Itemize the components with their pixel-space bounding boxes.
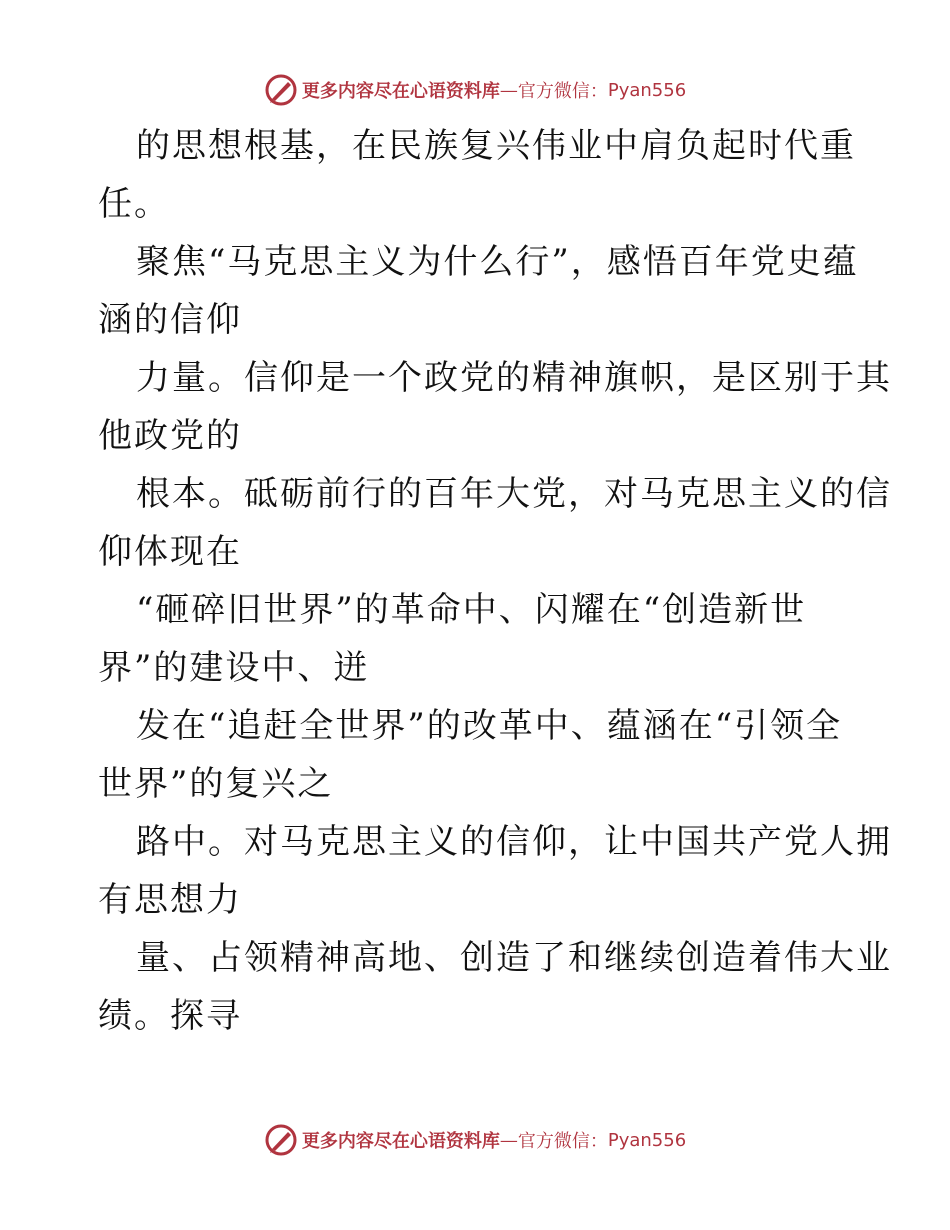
banner-separator: — (499, 79, 518, 101)
text-line: 界”的建设中、迸 (98, 648, 370, 688)
text-line: 量、占领精神高地、创造了和继续创造着伟大业 (136, 938, 892, 978)
banner-wechat-label: 官方微信： (517, 1131, 608, 1152)
text-line: 他政党的 (98, 416, 242, 456)
text-line: 仰体现在 (98, 532, 242, 572)
text-line: 涵的信仰 (98, 300, 242, 340)
banner-wechat-label: 官方微信： (517, 81, 608, 102)
text-line: 根本。砥砺前行的百年大党，对马克思主义的信 (136, 474, 892, 514)
banner-separator: — (499, 1129, 518, 1151)
text-line: 力量。信仰是一个政党的精神旗帜，是区别于其 (136, 358, 892, 398)
banner-wechat-id: Pyan556 (607, 79, 687, 101)
text-line: 的思想根基，在民族复兴伟业中肩负起时代重 (136, 126, 856, 166)
text-line: “砸碎旧世界”的革命中、闪耀在“创造新世 (136, 590, 807, 630)
text-line: 绩。探寻 (98, 996, 242, 1036)
banner-main-text: 更多内容尽在心语资料库 (301, 81, 500, 102)
text-line: 世界”的复兴之 (98, 764, 334, 804)
text-line: 发在“追赶全世界”的改革中、蕴涵在“引领全 (136, 706, 843, 746)
banner-wechat-id: Pyan556 (607, 1129, 687, 1151)
footer-banner (0, 1120, 950, 1160)
text-line: 路中。对马克思主义的信仰，让中国共产党人拥 (136, 822, 892, 862)
body-text (98, 117, 892, 1045)
quill-pen-logo-icon (264, 1123, 298, 1157)
banner-main-text: 更多内容尽在心语资料库 (301, 1131, 500, 1152)
text-line: 有思想力 (98, 880, 242, 920)
quill-pen-logo-icon (264, 73, 298, 107)
text-line: 聚焦“马克思主义为什么行”，感悟百年党史蕴 (136, 242, 859, 282)
text-line: 任。 (98, 184, 170, 224)
header-banner (0, 70, 950, 110)
